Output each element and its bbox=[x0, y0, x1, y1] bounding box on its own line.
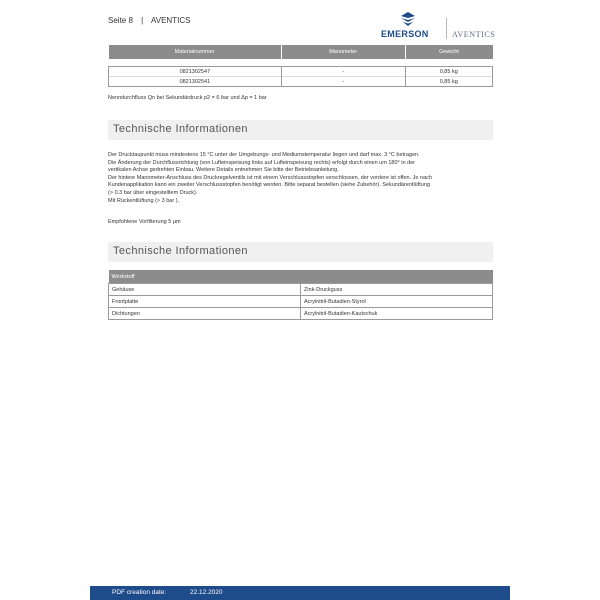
paragraph-line: Der Drucktaupunkt muss mindestens 15 °C unter der Umgebungs- und Mediumstemperatur liegen und darf max. 3 °C betragen. bbox=[108, 152, 420, 158]
footer-label: PDF creation date: bbox=[112, 589, 167, 596]
paragraph-line: Der hintere Manometer-Anschluss des Druckregelventils ist mit einem Verschlussstopfen verschlossen, der vordere ist offen. Je nach bbox=[108, 174, 432, 181]
table-cell: 0821302541 bbox=[109, 77, 282, 87]
table-row bbox=[109, 67, 493, 77]
emerson-aventics-logo bbox=[380, 12, 505, 40]
table-cell: - bbox=[281, 77, 405, 87]
footer-date: 22.12.2020 bbox=[190, 589, 223, 596]
header-brand: AVENTICS bbox=[151, 16, 191, 25]
column-header: Gewicht bbox=[405, 45, 493, 59]
table-row bbox=[109, 308, 493, 320]
table-cell: 0,85 kg bbox=[405, 77, 493, 87]
table-cell: Acrylnitril-Butadien-Kautschuk bbox=[301, 308, 493, 320]
column-header: Materialnummer bbox=[109, 45, 282, 59]
header-separator: | bbox=[141, 16, 144, 25]
table-cell: 0,85 kg bbox=[405, 67, 493, 77]
technical-info-text bbox=[108, 152, 493, 227]
emerson-wordmark: EMERSON bbox=[381, 29, 429, 39]
paragraph-line: vertikalen Achse gedrehten Einbau. Weitere Details entnehmen Sie bitte der Betriebsanleitung. bbox=[108, 167, 339, 174]
table-cell: - bbox=[281, 67, 405, 77]
table-cell: Gehäuse bbox=[109, 284, 301, 296]
pdf-footer bbox=[90, 586, 510, 600]
table-cell: Frontplatte bbox=[109, 296, 301, 308]
page-label: Seite bbox=[108, 16, 127, 25]
section-title: Technische Informationen bbox=[113, 245, 248, 257]
paragraph-line: Kundenapplikation kann ein zweiter Verschlussstopfen benötigt werden. Bitte separat bestellen (siehe Zubehör). Sekundärentlüftung bbox=[108, 182, 430, 189]
table-row bbox=[109, 284, 493, 296]
column-header: Manometer bbox=[281, 45, 405, 59]
table-cell: Zink-Druckguss bbox=[301, 284, 493, 296]
emerson-logo-icon bbox=[400, 12, 416, 26]
table-row bbox=[109, 296, 493, 308]
aventics-wordmark: AVENTICS bbox=[452, 30, 496, 39]
logo-divider bbox=[446, 18, 447, 39]
table-cell: Acrylnitril-Butadien-Styrol bbox=[301, 296, 493, 308]
section-heading-technical-info bbox=[108, 120, 493, 140]
flow-note: Nenndurchfluss Qn bei Sekundärdruck p2 = 6 bar und Δp = 1 bar bbox=[108, 95, 267, 101]
page-number: 8 bbox=[128, 16, 133, 25]
column-header: Werkstoff bbox=[109, 270, 493, 284]
table-header-row bbox=[109, 45, 493, 59]
materials-table bbox=[108, 270, 493, 320]
table-row bbox=[109, 77, 493, 87]
page-header bbox=[108, 16, 190, 25]
paragraph-line: Mit Rückentlüftung (> 3 bar ). bbox=[108, 197, 180, 204]
filter-note: Empfohlene Vorfilterung 5 µm bbox=[108, 219, 181, 226]
table-cell: Dichtungen bbox=[109, 308, 301, 320]
section-title: Technische Informationen bbox=[113, 123, 248, 135]
table-header-row bbox=[109, 270, 493, 284]
material-number-table bbox=[108, 45, 493, 87]
table-cell: 0821302547 bbox=[109, 67, 282, 77]
section-heading-materials bbox=[108, 242, 493, 262]
paragraph-line: Die Änderung der Durchflussrichtung (von Lufteinspeisung links auf Lufteinspeisung rechts) erfolgt durch einen um 180° in der bbox=[108, 159, 416, 166]
paragraph-line: (> 0.3 bar über eingestelltem Druck). bbox=[108, 189, 198, 196]
